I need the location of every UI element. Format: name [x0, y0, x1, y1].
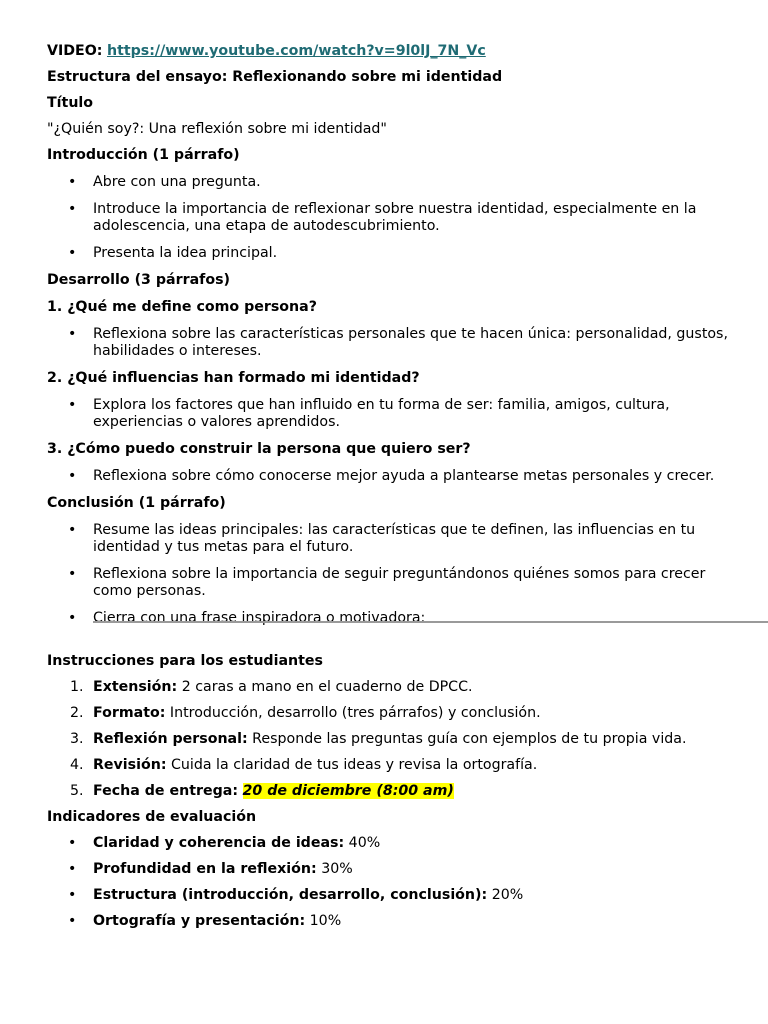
development-item: • Reflexiona sobre cómo conocerse mejor ayuda a plantearse metas personales y crecer. — [47, 468, 737, 485]
instruction-item — [47, 705, 737, 722]
instruction-item — [47, 757, 737, 774]
evaluation-item — [47, 835, 737, 852]
instruction-number: 2. — [70, 705, 84, 721]
evaluation-item — [47, 887, 737, 904]
evaluation-label: Profundidad en la reflexión: — [93, 861, 317, 877]
instruction-label: Formato: — [93, 705, 166, 721]
instructions-heading: Instrucciones para los estudiantes — [47, 653, 323, 669]
instruction-text: Responde las preguntas guía con ejemplos de tu propia vida. — [247, 731, 687, 747]
evaluation-list — [47, 835, 737, 930]
evaluation-heading: Indicadores de evaluación — [47, 809, 257, 825]
intro-list — [47, 174, 737, 262]
horizontal-rule — [93, 621, 768, 623]
evaluation-value: 20% — [487, 887, 524, 903]
development-item: • Explora los factores que han influido en tu forma de ser: familia, amigos, cultura, experiencias o valores aprendidos. — [47, 397, 737, 431]
evaluation-item — [47, 861, 737, 878]
conclusion-list — [47, 522, 737, 627]
conclusion-item: • Resume las ideas principales: las características que te definen, las influencias en tu identidad y tus metas para el futuro. — [47, 522, 737, 556]
title-heading: Título — [47, 95, 94, 111]
instruction-number: 3. — [70, 731, 84, 747]
instruction-item — [47, 731, 737, 748]
evaluation-value: 30% — [316, 861, 353, 877]
evaluation-label: Claridad y coherencia de ideas: — [93, 835, 345, 851]
development-subheading: 1. ¿Qué me define como persona? — [47, 299, 317, 315]
instruction-label: Revisión: — [93, 757, 167, 773]
instruction-item — [47, 679, 737, 696]
development-item: • Reflexiona sobre las características personales que te hacen única: personalidad, gustos, habilidades o intereses. — [47, 326, 737, 360]
conclusion-heading: Conclusión (1 párrafo) — [47, 495, 226, 511]
intro-item: • Introduce la importancia de reflexionar sobre nuestra identidad, especialmente en la adolescencia, una etapa de autodescubrimiento. — [47, 201, 737, 235]
conclusion-item: • Cierra con una frase inspiradora o motivadora: — [47, 610, 737, 627]
instruction-text: 2 caras a mano en el cuaderno de DPCC. — [177, 679, 473, 695]
evaluation-value: 10% — [305, 913, 342, 929]
instruction-text: Cuida la claridad de tus ideas y revisa la ortografía. — [166, 757, 538, 773]
structure-title: Estructura del ensayo: Reflexionando sobre mi identidad — [47, 69, 503, 85]
essay-title: "¿Quién soy?: Una reflexión sobre mi identidad" — [47, 121, 387, 137]
evaluation-item — [47, 913, 737, 930]
instruction-number: 1. — [70, 679, 84, 695]
instruction-number: 5. — [70, 783, 84, 799]
development-heading: Desarrollo (3 párrafos) — [47, 272, 231, 288]
instructions-list — [47, 679, 737, 800]
instruction-label: Extensión: — [93, 679, 178, 695]
intro-item: • Presenta la idea principal. — [47, 245, 737, 262]
video-link[interactable]: https://www.youtube.com/watch?v=9l0lJ_7N_Vc — [106, 43, 486, 59]
evaluation-value: 40% — [344, 835, 381, 851]
evaluation-label: Estructura (introducción, desarrollo, conclusión): — [93, 887, 488, 903]
development-subheading: 2. ¿Qué influencias han formado mi identidad? — [47, 370, 420, 386]
intro-heading: Introducción (1 párrafo) — [47, 147, 240, 163]
instruction-number: 4. — [70, 757, 84, 773]
development-subheading: 3. ¿Cómo puedo construir la persona que quiero ser? — [47, 441, 471, 457]
instruction-text: Introducción, desarrollo (tres párrafos) y conclusión. — [165, 705, 541, 721]
instruction-label: Reflexión personal: — [93, 731, 248, 747]
evaluation-label: Ortografía y presentación: — [93, 913, 306, 929]
intro-item: • Abre con una pregunta. — [47, 174, 737, 191]
conclusion-item: • Reflexiona sobre la importancia de seguir preguntándonos quiénes somos para crecer como personas. — [47, 566, 737, 600]
video-label: VIDEO: — [47, 43, 103, 59]
instruction-item — [47, 783, 737, 800]
due-date-highlight: 20 de diciembre (8:00 am) — [242, 783, 454, 799]
document-body — [47, 41, 737, 930]
instruction-label: Fecha de entrega: — [93, 783, 239, 799]
video-line — [47, 43, 737, 60]
